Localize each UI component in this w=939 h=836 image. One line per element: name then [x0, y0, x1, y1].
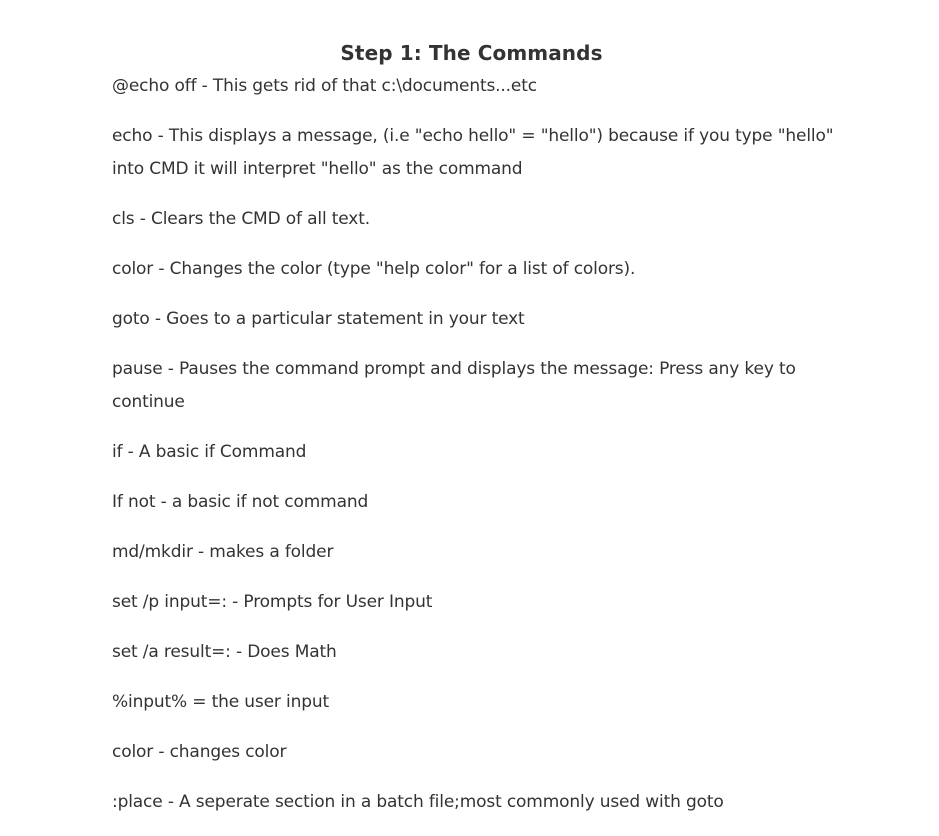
paragraph-if: if - A basic if Command: [112, 442, 307, 462]
step-title: Step 1: The Commands: [340, 40, 603, 65]
paragraph-echo-off: @echo off - This gets rid of that c:\documents...etc: [112, 76, 537, 96]
paragraph-if-not: If not - a basic if not command: [112, 492, 369, 512]
paragraph-mkdir: md/mkdir - makes a folder: [112, 542, 334, 562]
paragraph-color-2: color - changes color: [112, 742, 287, 762]
paragraph-set-p: set /p input=: - Prompts for User Input: [112, 592, 433, 612]
paragraph-place: :place - A seperate section in a batch file;most commonly used with goto: [112, 792, 724, 812]
paragraph-goto: goto - Goes to a particular statement in your text: [112, 309, 525, 329]
paragraph-input-var: %input% = the user input: [112, 692, 330, 712]
paragraph-color: color - Changes the color (type "help color" for a list of colors).: [112, 259, 636, 279]
paragraph-set-a: set /a result=: - Does Math: [112, 642, 337, 662]
step-body: [112, 70, 842, 836]
paragraph-pause: pause - Pauses the command prompt and displays the message: Press any key to continue: [112, 359, 796, 412]
paragraph-echo: echo - This displays a message, (i.e "echo hello" = "hello") because if you type "hello" into CMD it will interpret "hello" as the command: [112, 126, 834, 179]
paragraph-cls: cls - Clears the CMD of all text.: [112, 209, 370, 229]
